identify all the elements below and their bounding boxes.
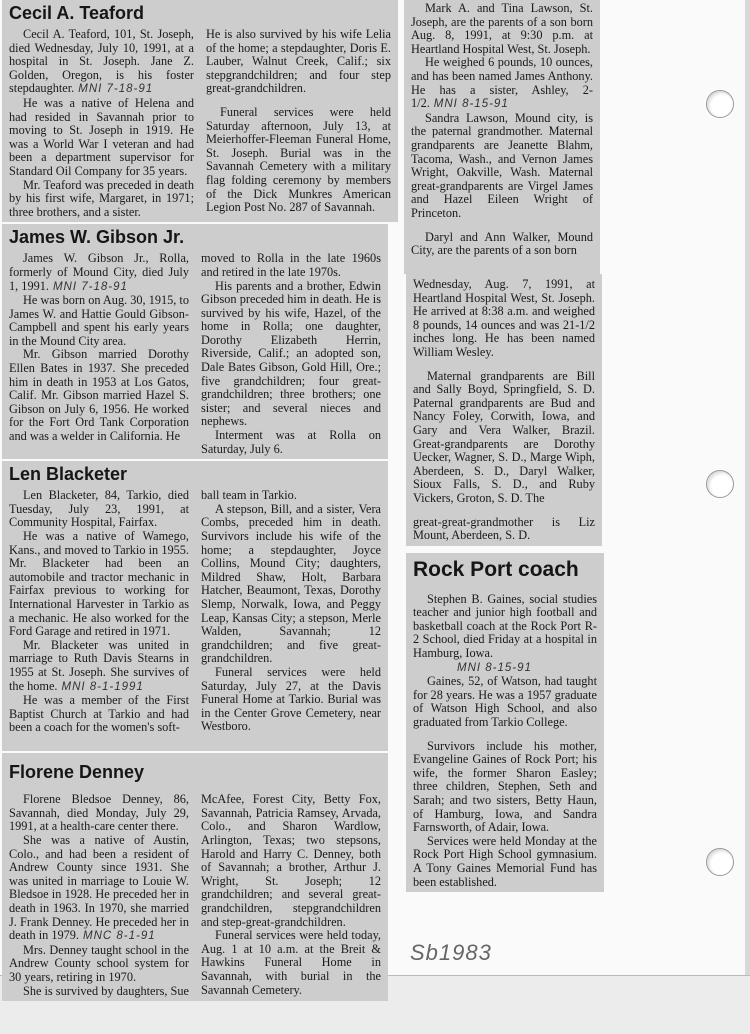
paragraph-text: Gaines, 52, of Watson, had taught for 28 years. He was a 1957 graduate of Watson High School, and also graduated from Tarkio College. [413,674,597,730]
paragraph-text: A stepson, Bill, and a sister, Vera Combs, preceded him in death. Survivors include his wife of the home; a stepdaughter, Joyce Collins, Mound City; daughters, Mildred Shaw, Holt, Barbara Hatcher, Beaumont, Texas, Dorothy Slemp, Norwalk, Iowa, and Peggy Leap, Kansas City; a stepson, Merle Walden, Savannah; 12 grandchildren; and five great-grandchildren. [201,501,381,666]
clipping-florene-denney [2,753,388,1001]
paragraph-text: James W. Gibson Jr., Rolla, formerly of Mound City, died July 1, 1991. [9,251,189,293]
paragraph-text: Survivors include his mother, Evangeline Gaines of Rock Port; his wife, the former Sharon Easley; three children, Stephen, Seth and Sarah; and two sisters, Betty Haun, of Hamburg, Iowa, and Sandra Farnsworth, of Adair, Iowa. [413,738,597,835]
paragraph [201,280,381,430]
paragraph [411,231,593,258]
text-column [206,28,391,219]
paragraph [9,793,189,834]
paragraph [9,489,189,530]
paragraph [413,675,597,729]
text-column [413,278,595,543]
binder-hole-icon [706,470,734,498]
clipping-cecil-teaford [2,0,398,222]
text-column [201,252,381,456]
paragraph [9,530,189,639]
paragraph-text: Funeral services were held Saturday, July 27, at the Davis Funeral Home at Tarkio. Burial was in the Center Grove Cemetery, near Westboro. [201,664,381,734]
paragraph [206,28,391,96]
paragraph [201,252,381,279]
paragraph [411,56,593,111]
binder-hole-icon [706,90,734,118]
paragraph [201,503,381,666]
paragraph-text: He was a native of Helena and had resided in Savannah prior to moving to St. Joseph in 1919. He was a World War I veteran and had been a department supervisor for Standard Oil Company for 35 years. [9,95,194,178]
clipping-heading: Cecil A. Teaford [9,3,145,23]
clipping-columns [413,593,597,889]
paragraph-text: ball team in Tarkio. [201,488,297,503]
paragraph-text: Mrs. Denney taught school in the Andrew County school system for 30 years, retiring in 1970. [9,942,189,984]
paragraph [9,694,189,735]
paragraph-text: Interment was at Rolla on Saturday, July 6. [201,428,381,456]
clipping-columns [9,252,381,456]
clipping-columns [9,489,381,735]
clipping-columns [9,28,391,219]
paragraph [201,489,381,503]
clipping-columns [9,793,381,998]
clipping-columns [411,2,593,258]
paragraph [9,294,189,348]
left-clipping-column [2,0,391,1001]
binder-hole-icon [706,848,734,876]
paragraph-text: great-great-grandmother is Liz Mount, Aberdeen, S. D. [413,514,595,543]
handwritten-date-note: MNI 7-18-91 [52,280,128,293]
paragraph [413,370,595,506]
paragraph [413,516,595,543]
paragraph-text: Funeral services were held today, Aug. 1 at 10 a.m. at the Breit & Hawkins Funeral Home in Savannah, with burial in the Savannah Cemetery. [201,928,381,997]
paragraph [9,639,189,694]
paragraph-text: Stephen B. Gaines, social studies teacher and junior high football and basketball coach at the Rock Port R-2 School, died Friday at a hospital in Hamburg, Iowa. [413,591,597,661]
clipping-walker-birth [406,274,602,546]
text-column [9,489,189,735]
paragraph [9,985,189,999]
paragraph-text: He weighed 6 pounds, 10 ounces, and has been named James Anthony. He has a sister, Ashley, 2-1/2. [411,55,593,111]
text-column [9,28,194,219]
page-edge [745,0,750,975]
paragraph-text: Mr. Teaford was preceded in death by his first wife, Margaret, in 1971; three brothers, and a sister. [9,177,194,219]
paragraph [9,348,189,443]
paragraph-text: Funeral services were held Saturday afternoon, July 13, at Meierhoffer-Fleeman Funeral Home, St. Joseph. Burial was in the Savannah Cemetery with a military flag folding ceremony by members of the Dick Munkres American Legion Post No. 287 of Savannah. [206,104,391,215]
paragraph-text: Florene Bledsoe Denney, 86, Savannah, died Monday, July 29, 1991, at a health-care center there. [9,792,189,834]
paragraph [411,112,593,221]
paragraph-text: Sandra Lawson, Mound city, is the paternal grandmother. Maternal grandparents are Jeanette Blahm, Tacoma, Wash., and Vernon James Wright, Oakville, Wash. Maternal great-grandparents are Virgel James and Hazel Eileen Wright of Princeton. [411,110,593,220]
paragraph-text: Services were held Monday at the Rock Port High School gymnasium. A Tony Gaines Memorial Fund has been established. [413,833,597,889]
paragraph [9,944,189,985]
paragraph-text: He was a native of Wamego, Kans., and moved to Tarkio in 1955. Mr. Blacketer had been an automobile and tractor mechanic in Fairfax previous to working for International Harvester in Tarkio as a mechanic. He also worked for the Ford Garage and retired in 1971. [9,529,189,639]
paragraph [206,106,391,215]
paragraph [9,252,189,294]
handwritten-date-note: MNC 8-1-91 [83,930,156,943]
paragraph [201,793,381,929]
paragraph-text: moved to Rolla in the late 1960s and retired in the late 1970s. [201,251,381,279]
paragraph-text: Maternal grandparents are Bill and Sally Boyd, Springfield, S. D. Paternal grandparents are Bud and Nancy Foley, Corwith, Iowa, and Gary and Vera Walker, Brazil. Great-grandparents are Dorothy Uecker, Wagner, S. D., Marge Wiph, Aberdeen, S. D., Daryl Walker, Sioux Falls, S. D., and Ruby Vickers, Groton, S. D. The [413,368,595,505]
text-column [9,793,189,998]
text-column [411,2,593,258]
paragraph-text: Mr. Gibson married Dorothy Ellen Bates in 1937. She preceded him in death in 1953 at Los Gatos, Calif. Mr. Gibson married Hazel S. Gibson on July 6, 1956. He worked for the Fort Ord Tank Corporation and was a welder in California. He [9,347,189,444]
handwritten-date-note: MNI 8-15-91 [433,98,509,111]
text-column [413,593,597,889]
clipping-heading: Florene Denney [9,762,145,783]
scrapbook-label: Sb1983 [410,940,492,965]
paragraph-text: He was a member of the First Baptist Church at Tarkio and had been a coach for the women's soft- [9,693,189,735]
clipping-james-gibson [2,224,388,459]
paragraph [413,278,595,360]
handwritten-date-note: MNI 7-18-91 [78,83,154,96]
clipping-rock-port-coach [406,553,604,892]
handwritten-date-note: MNI 8-15-91 [457,661,532,674]
paragraph [413,835,597,889]
paragraph [201,429,381,456]
paragraph-text: He was born on Aug. 30, 1915, to James W. and Hattie Gould Gibson-Campbell and spent his early years in the Mound City area. [9,293,189,348]
paragraph [413,740,597,835]
clipping-columns [413,278,595,543]
paragraph [201,666,381,734]
right-clipping-column [404,0,602,892]
paragraph-text: Len Blacketer, 84, Tarkio, died Tuesday, July 23, 1991, at Community Hospital, Fairfax. [9,488,189,530]
clipping-heading: James W. Gibson Jr. [9,227,185,248]
paragraph-text: She was a native of Austin, Colo., and had been a resident of Andrew County since 1931. She was united in marriage to Louie W. Bledsoe in 1928. He preceded her in death in 1963. In 1970, she married J. Frank Denney. He preceded her in death in 1979. [9,833,189,943]
paragraph-text: Mr. Blacketer was united in marriage to Ruth Davis Stearns in 1955 at St. Joseph. She survives of the home. [9,637,189,693]
clipping-len-blacketer [2,461,388,751]
text-column [9,252,189,456]
clipping-heading: Len Blacketer [9,464,128,485]
paragraph-text: Cecil A. Teaford, 101, St. Joseph, died Wednesday, July 10, 1991, at a hospital in St. Joseph. Jane Z. Golden, Oregon, is his foster stepdaughter. [9,27,194,96]
paragraph-text: Mark A. and Tina Lawson, St. Joseph, are the parents of a son born Aug. 8, 1991, at 9:30 p.m. at Heartland Hospital West, St. Joseph. [411,1,593,56]
paragraph [9,834,189,944]
paragraph [411,2,593,56]
clipping-heading: Rock Port coach [413,557,579,581]
paragraph [9,28,194,97]
paragraph-text: She is survived by daughters, Sue [23,983,189,998]
paragraph [413,593,597,661]
text-column [201,489,381,735]
paragraph [413,661,597,676]
handwritten-date-note: MNI 8-1-1991 [61,680,144,693]
paragraph-text: Daryl and Ann Walker, Mound City, are the parents of a son born [411,229,593,258]
paragraph-text: Wednesday, Aug. 7, 1991, at Heartland Hospital West, St. Joseph. He arrived at 8:38 a.m. and weighed 8 pounds, 14 ounces and was 21-1/2 inches long. He has been named William Wesley. [413,277,595,359]
text-column [201,793,381,998]
clipping-lawson-birth [404,0,600,274]
paragraph [9,97,194,179]
paragraph-text: McAfee, Forest City, Betty Fox, Savannah, Patricia Ramsey, Arvada, Colo., and Sharon Wardlow, Arlington, Texas; two stepsons, Harold and Harry C. Denney, both of Savannah; a brother, Arthur J. Wright, St. Joseph; 12 grandchildren; and several great-grandchildren, stepgrandchildren and step-great-grandchildren. [201,792,381,929]
paragraph [9,179,194,220]
paragraph-text: His parents and a brother, Edwin Gibson preceded him in death. He is survived by his wife, Hazel, of the home in Rolla; one daughter, Dorothy Elizabeth Herrin, Riverside, Calif.; an adopted son, Dale Bates Gibson, Gold Hill, Ore.; five grandchildren; four great-grandchildren; three brothers; one sister; and several nieces and nephews. [201,278,381,429]
paragraph [201,929,381,997]
paragraph-text: He is also survived by his wife Lelia of the home; a stepdaughter, Doris E. Lauber, Walnut Creek, Calif.; six stepgrandchildren; and four step great-grandchildren. [206,27,391,96]
